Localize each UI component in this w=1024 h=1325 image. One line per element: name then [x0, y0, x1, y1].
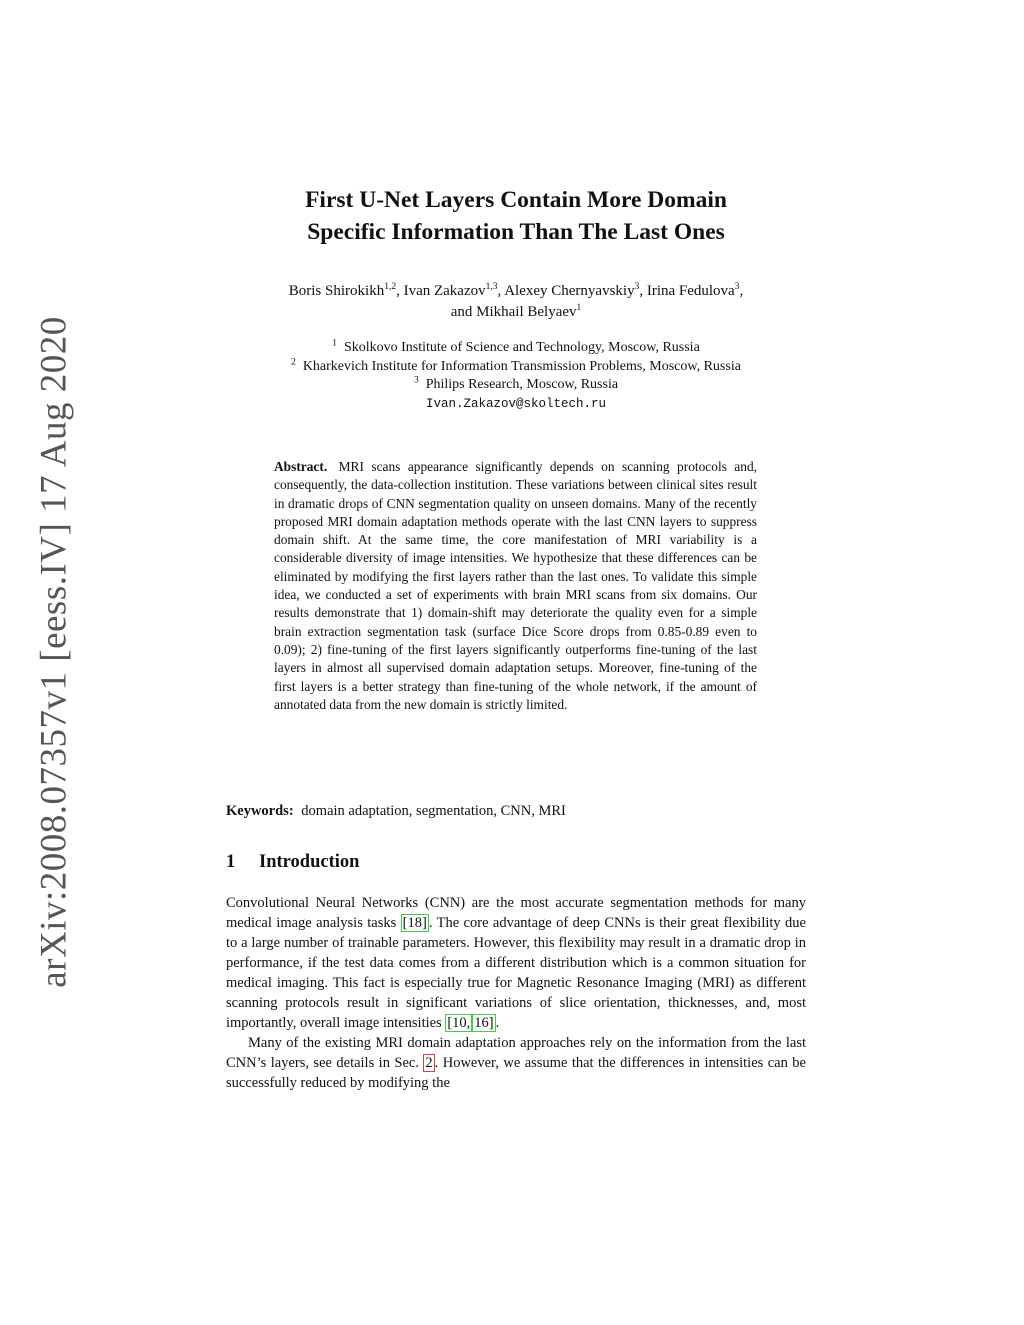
title-line-1: First U-Net Layers Contain More Domain — [305, 187, 727, 213]
citation-link[interactable]: [10, — [447, 1015, 471, 1031]
abstract-text: MRI scans appearance significantly depends on scanning protocols and, consequently, the data-collection institution. These variations between clinical sites result in dramatic drops of CNN segmentation quality on unseen domains. Many of the recently proposed MRI domain adaptation methods operate with the last CNN layers to suppress domain shift. At the same time, the core manifestation of MRI variability is a considerable diversity of image intensities. We hypothesize that these differences can be eliminated by modifying the first layers rather than the last ones. To validate this simple idea, we conducted a set of experiments with brain MRI scans from six domains. Our results demonstrate that 1) domain-shift may deteriorate the quality even for a simple brain extraction segmentation task (surface Dice Score drops from 0.85-0.89 even to 0.09); 2) fine-tuning of the first layers significantly outperforms fine-tuning of the last layers in almost all supervised domain adaptation setups. Moreover, fine-tuning of the first layers is a better strategy than fine-tuning of the whole network, if the amount of annotated data from the new domain is strictly limited. — [274, 459, 757, 712]
citation-link[interactable]: [18] — [402, 915, 427, 931]
abstract-label: Abstract. — [274, 459, 328, 474]
author: Boris Shirokikh$^{1,2}$, — [288, 282, 404, 299]
citation-link[interactable]: 16] — [474, 1015, 494, 1031]
author-list — [226, 281, 806, 323]
contact-email[interactable]: Ivan.Zakazov@skoltech.ru — [425, 396, 607, 411]
author: and Mikhail Belyaev$^1$ — [450, 303, 582, 320]
paragraph: Convolutional Neural Networks (CNN) are the most accurate segmentation methods for many medical image analysis tasks [18] . The core advantage of deep CNNs is their great flexibility due to a large number of trainable parameters. However, this flexibility may result in a dramatic drop in performance, if the test data comes from a different distribution which is a common situation for medical imaging. This fact is especially true for Magnetic Resonance Imaging (MRI) as different scanning protocols result in significant variations of slice orientation, thicknesses, and, most importantly, overall image intensities [10, 16] . — [226, 895, 806, 1031]
section-body — [226, 893, 806, 1093]
arxiv-identifier: arXiv:2008.07357v1 [eess.IV] 17 Aug 2020 — [33, 316, 75, 988]
abstract — [274, 458, 757, 714]
affiliation: $^2$ Kharkevich Institute for Information Transmission Problems, Moscow, Russia — [291, 356, 741, 374]
affiliation-list — [226, 339, 806, 413]
author: Ivan Zakazov$^{1,3}$, — [403, 282, 505, 299]
paper-title — [226, 184, 806, 248]
affiliation: $^1$ Skolkovo Institute of Science and Technology, Moscow, Russia — [332, 338, 700, 355]
section-number: 1 — [226, 852, 236, 872]
keywords-label: Keywords: — [226, 803, 294, 819]
title-line-2: Specific Information Than The Last Ones — [307, 219, 725, 245]
paragraph: Many of the existing MRI domain adaptation approaches rely on the information from the last CNN’s layers, see details in Sec. 2 . However, we assume that the differences in intensities can be successfully reduced by modifying the — [226, 1035, 806, 1091]
author: Irina Fedulova$^3$, — [646, 282, 744, 299]
author: Alexey Chernyavskiy$^3$, — [504, 282, 647, 299]
keywords-text: domain adaptation, segmentation, CNN, MRI — [301, 803, 566, 819]
section-title: Introduction — [259, 852, 360, 872]
keywords — [226, 803, 806, 820]
affiliation: $^3$ Philips Research, Moscow, Russia — [413, 375, 619, 392]
section-heading — [226, 852, 359, 873]
section-reference-link[interactable]: 2 — [425, 1055, 433, 1071]
